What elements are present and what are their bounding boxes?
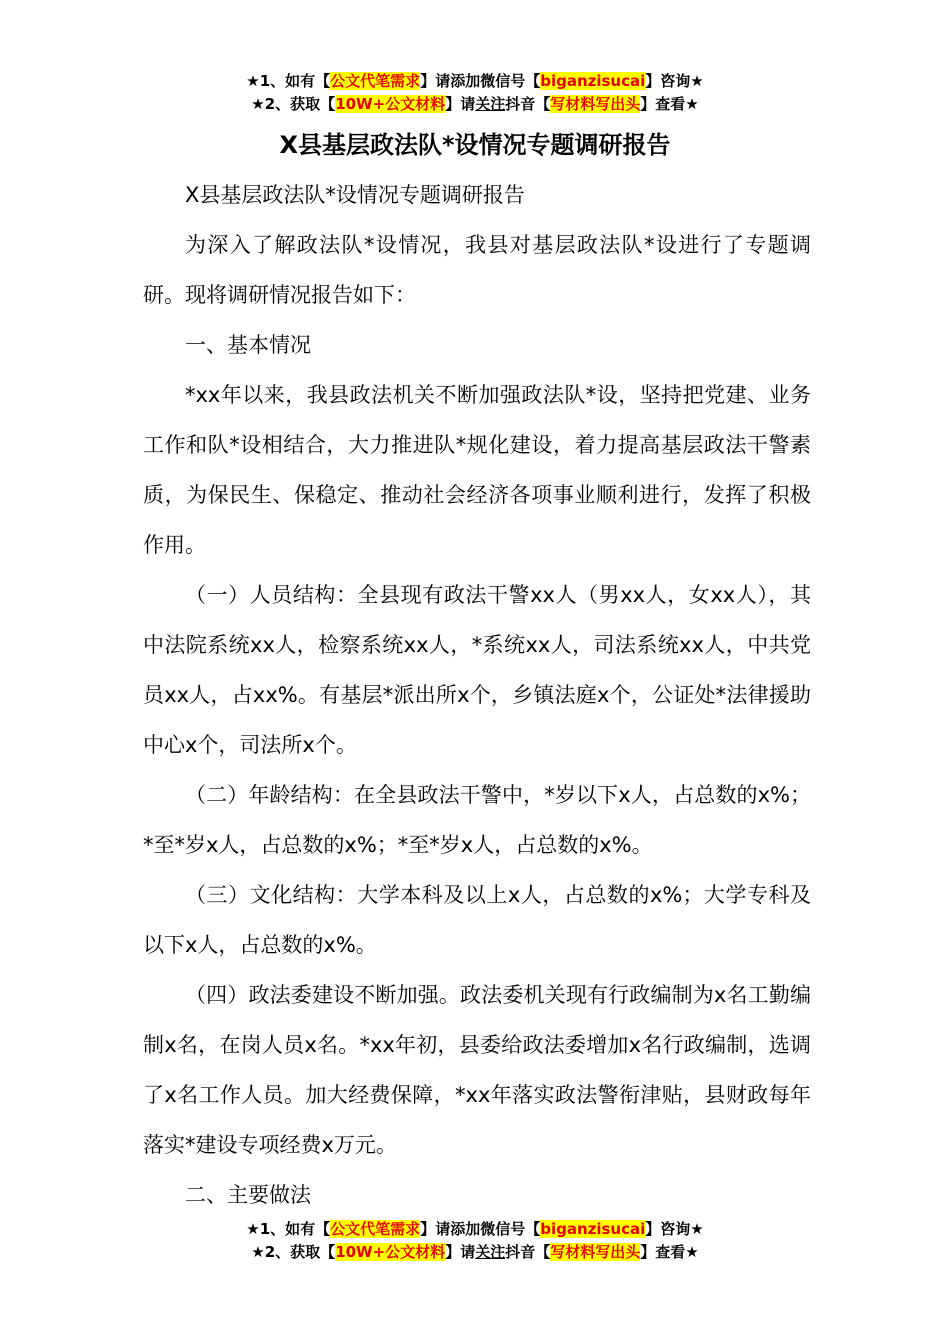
douyin-account: 写材料写出头 <box>550 95 641 113</box>
paragraph: X县基层政法队*设情况专题调研报告 <box>185 183 525 207</box>
paragraph: *xx年以来，我县政法机关不断加强政法队*设，坚持把党建、业务工作和队*设相结合，大力推进队*规化建设，着力提高基层政法干警素质，为保民生、保稳定、推动社会经济各项事业顺利进行，发挥了积极作用。 <box>143 383 811 557</box>
banner-highlight: 公文代笔需求 <box>330 1220 421 1238</box>
paragraph: 为深入了解政法队*设情况，我县对基层政法队*设进行了专题调研。现将调研情况报告如下： <box>143 233 811 307</box>
header-banner <box>0 70 950 116</box>
star-icon: ★ <box>246 72 260 90</box>
star-icon: ★ <box>246 1220 260 1238</box>
wechat-id: biganzisucai <box>540 72 646 90</box>
douyin-account: 写材料写出头 <box>550 1243 641 1261</box>
paragraph: （二）年龄结构：在全县政法干警中，*岁以下x人，占总数的x%；*至*岁x人，占总数的x%；*至*岁x人，占总数的x%。 <box>143 783 811 857</box>
banner-highlight: 10W+公文材料 <box>335 95 446 113</box>
banner-line-1: ★1、如有【公文代笔需求】请添加微信号【biganzisucai】咨询★ <box>246 72 704 90</box>
footer-banner <box>0 1218 950 1264</box>
section-heading: 二、主要做法 <box>185 1183 311 1207</box>
banner-line-1: ★1、如有【公文代笔需求】请添加微信号【biganzisucai】咨询★ <box>246 1220 704 1238</box>
paragraph: （三）文化结构：大学本科及以上x人，占总数的x%；大学专科及以下x人，占总数的x%。 <box>143 883 811 957</box>
paragraph: （四）政法委建设不断加强。政法委机关现有行政编制为x名工勤编制x名，在岗人员x名。*xx年初，县委给政法委增加x名行政编制，选调了x名工作人员。加大经费保障，*xx年落实政法警衔津贴，县财政每年落实*建设专项经费x万元。 <box>143 983 811 1157</box>
banner-highlight: 10W+公文材料 <box>335 1243 446 1261</box>
document-title: X县基层政法队*设情况专题调研报告 <box>279 131 671 159</box>
banner-highlight: 公文代笔需求 <box>330 72 421 90</box>
banner-line-2: ★2、获取【10W+公文材料】请关注抖音【写材料写出头】查看★ <box>251 1243 699 1261</box>
star-icon: ★ <box>251 95 265 113</box>
document-body <box>143 170 811 1220</box>
wechat-id: biganzisucai <box>540 1220 646 1238</box>
banner-line-2: ★2、获取【10W+公文材料】请关注抖音【写材料写出头】查看★ <box>251 95 699 113</box>
paragraph: （一）人员结构：全县现有政法干警xx人（男xx人，女xx人），其中法院系统xx人，检察系统xx人，*系统xx人，司法系统xx人，中共党员xx人，占xx%。有基层*派出所x个，乡镇法庭x个，公证处*法律援助中心x个，司法所x个。 <box>143 583 811 757</box>
section-heading: 一、基本情况 <box>185 333 311 357</box>
star-icon: ★ <box>251 1243 265 1261</box>
